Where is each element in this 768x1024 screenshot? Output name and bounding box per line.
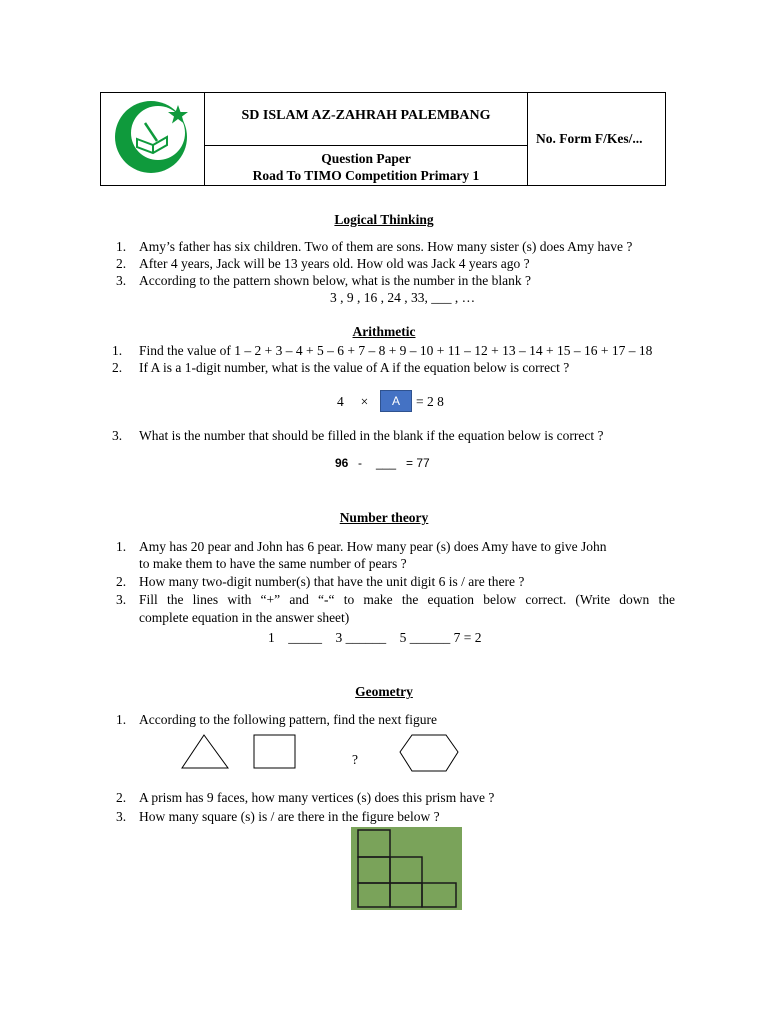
header-table — [100, 92, 666, 186]
hexagon-shape — [400, 735, 458, 771]
crescent-star-book-logo-icon — [101, 93, 205, 185]
paper-title-line1: Question Paper — [321, 151, 411, 166]
arith-q3-text: What is the number that should be filled in the blank if the equation below is correct ? — [139, 428, 604, 443]
section-title-arithmetic: Arithmetic — [352, 324, 416, 339]
geo-q2-number: 2. — [116, 790, 127, 805]
nt-q3-line2: complete equation in the answer sheet) — [139, 610, 350, 625]
nt-q3-line1: Fill the lines with “+” and “-“ to make the equation below correct. (Write down the — [139, 592, 675, 607]
logical-q3-text: According to the pattern shown below, what is the number in the blank ? — [139, 273, 532, 288]
arith-eq2-number: 96 — [335, 456, 349, 470]
answer-box-a: A — [380, 390, 412, 412]
school-name: SD ISLAM AZ-ZAHRAH PALEMBANG — [241, 108, 491, 123]
logical-q3-number: 3. — [116, 273, 127, 288]
geo-q1-text: According to the following pattern, find the next figure — [139, 712, 438, 727]
nt-q1-line1: Amy has 20 pear and John has 6 pear. How many pear (s) does Amy have to give John — [139, 539, 607, 554]
section-title-geometry: Geometry — [355, 684, 413, 699]
nt-q2-text: How many two-digit number(s) that have the unit digit 6 is / are there ? — [139, 574, 525, 589]
arith-q2-text: If A is a 1-digit number, what is the value of A if the equation below is correct ? — [139, 360, 570, 375]
title-cell — [205, 93, 528, 185]
nt-q3-equation: 1 _____ 3 ______ 5 ______ 7 = 2 — [268, 630, 482, 645]
triangle-shape — [182, 735, 228, 768]
section-title-number-theory: Number theory — [339, 510, 429, 525]
section-title-logical: Logical Thinking — [334, 212, 434, 227]
logical-q1-number: 1. — [116, 239, 127, 254]
arith-equation-left: 4 × — [337, 394, 369, 409]
nt-q1-line2: to make them to have the same number of pears ? — [139, 556, 407, 571]
arith-eq2-blank: ___ — [376, 456, 397, 470]
geo-q3-number: 3. — [116, 809, 127, 824]
logical-q2-text: After 4 years, Jack will be 13 years old. How old was Jack 4 years ago ? — [139, 256, 530, 271]
arith-eq2-result: = 77 — [406, 456, 430, 470]
logical-q2-number: 2. — [116, 256, 127, 271]
paper-title-line2: Road To TIMO Competition Primary 1 — [252, 168, 480, 183]
header-divider — [205, 145, 527, 146]
arith-equation-right: = 2 8 — [416, 394, 444, 409]
squares-figure — [351, 827, 462, 910]
paper-title — [205, 150, 527, 184]
geo-q1-question-mark: ? — [352, 752, 358, 767]
logical-q3-pattern: 3 , 9 , 16 , 24 , 33, ___ , … — [330, 290, 476, 305]
arith-eq2-operator: - — [358, 456, 362, 470]
nt-q2-number: 2. — [116, 574, 127, 589]
arith-q2-number: 2. — [112, 360, 123, 375]
square-shape — [254, 735, 295, 768]
form-number: No. Form F/Kes/... — [536, 131, 643, 146]
logical-q1-text: Amy’s father has six children. Two of them are sons. How many sister (s) does Amy have ? — [139, 239, 633, 254]
geo-q3-text: How many square (s) is / are there in the figure below ? — [139, 809, 440, 824]
geo-q2-text: A prism has 9 faces, how many vertices (s) does this prism have ? — [139, 790, 495, 805]
shape-pattern — [180, 733, 470, 773]
arith-q1-text: Find the value of 1 – 2 + 3 – 4 + 5 – 6 + 7 – 8 + 9 – 10 + 11 – 12 + 13 – 14 + 15 – 16 + 17 – 18 — [139, 343, 653, 358]
nt-q3-number: 3. — [116, 592, 127, 607]
arith-q3-number: 3. — [112, 428, 123, 443]
nt-q1-number: 1. — [116, 539, 127, 554]
logo-cell — [101, 93, 205, 185]
geo-q1-number: 1. — [116, 712, 127, 727]
arith-q1-number: 1. — [112, 343, 123, 358]
